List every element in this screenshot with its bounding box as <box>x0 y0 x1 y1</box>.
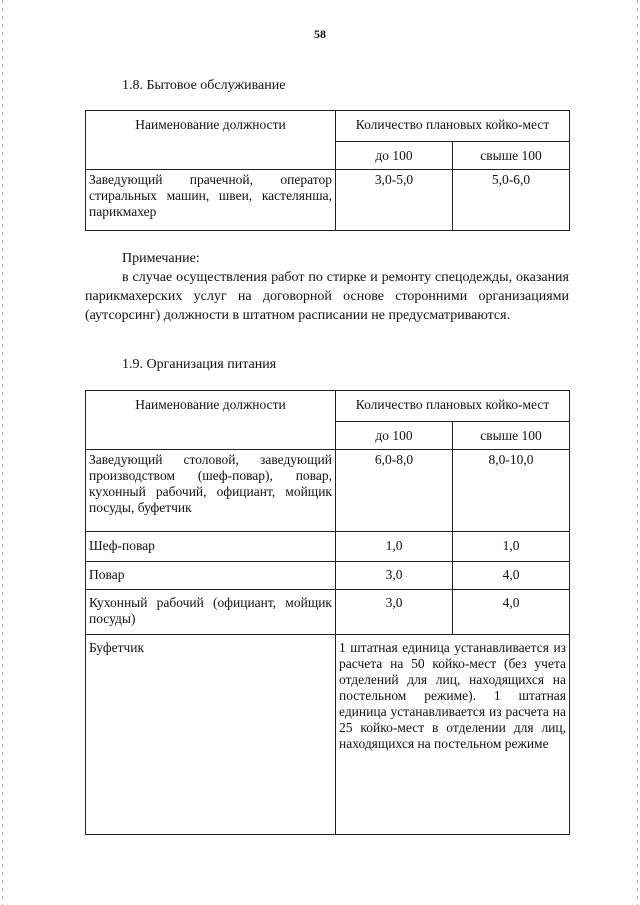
cell-up-to-100: 6,0-8,0 <box>336 450 453 532</box>
header-position: Наименование должности <box>86 391 336 450</box>
table-row <box>86 450 570 532</box>
section-heading-1-8: 1.8. Бытовое обслуживание <box>122 78 286 93</box>
note-body: в случае осуществления работ по стирке и ремонту спецодежды, оказания парикмахерских услуг на договорной основе сторонними организациями (аутсорсинг) должности в штатном расписании не предусматриваются. <box>85 270 569 323</box>
cell-position: Буфетчик <box>86 635 336 835</box>
header-over-100: свыше 100 <box>453 142 570 170</box>
table-row <box>86 170 570 231</box>
cell-over-100: 8,0-10,0 <box>453 450 570 532</box>
page-number: 58 <box>314 27 326 41</box>
cell-up-to-100: 1,0 <box>336 532 453 562</box>
table-row <box>86 635 570 835</box>
table-row <box>86 590 570 635</box>
cell-position: Заведующий прачечной, оператор стиральных машин, швеи, кастелянша, парикмахер <box>86 170 336 231</box>
table-row <box>86 562 570 590</box>
cell-position: Повар <box>86 562 336 590</box>
header-up-to-100: до 100 <box>336 422 453 450</box>
cell-up-to-100: 3,0 <box>336 562 453 590</box>
note-block <box>85 249 569 325</box>
section-heading-1-9: 1.9. Организация питания <box>122 357 277 372</box>
note-title: Примечание: <box>122 251 200 266</box>
table-household-services <box>85 110 570 231</box>
table-catering <box>85 390 570 835</box>
cell-position: Кухонный рабочий (официант, мойщик посуды) <box>86 590 336 635</box>
scan-edge-right <box>637 0 638 905</box>
scan-edge-left <box>2 0 3 905</box>
cell-over-100: 4,0 <box>453 562 570 590</box>
cell-over-100: 5,0-6,0 <box>453 170 570 231</box>
table-row <box>86 532 570 562</box>
cell-over-100: 1,0 <box>453 532 570 562</box>
header-up-to-100: до 100 <box>336 142 453 170</box>
cell-buffet-rule: 1 штатная единица устанавливается из расчета на 50 койко-мест (без учета отделений для лиц, находящихся на постельном режиме). 1 штатная единица устанавливается из расчета на 25 койко-мест в отделении для лиц, находящихся на постельном режиме <box>336 635 570 835</box>
header-over-100: свыше 100 <box>453 422 570 450</box>
cell-position: Заведующий столовой, заведующий производством (шеф-повар), повар, кухонный рабочий, официант, мойщик посуды, буфетчик <box>86 450 336 532</box>
header-position: Наименование должности <box>86 111 336 170</box>
cell-up-to-100: 3,0-5,0 <box>336 170 453 231</box>
header-planned-beds: Количество плановых койко-мест <box>336 391 570 422</box>
cell-over-100: 4,0 <box>453 590 570 635</box>
cell-position: Шеф-повар <box>86 532 336 562</box>
cell-up-to-100: 3,0 <box>336 590 453 635</box>
header-planned-beds: Количество плановых койко-мест <box>336 111 570 142</box>
